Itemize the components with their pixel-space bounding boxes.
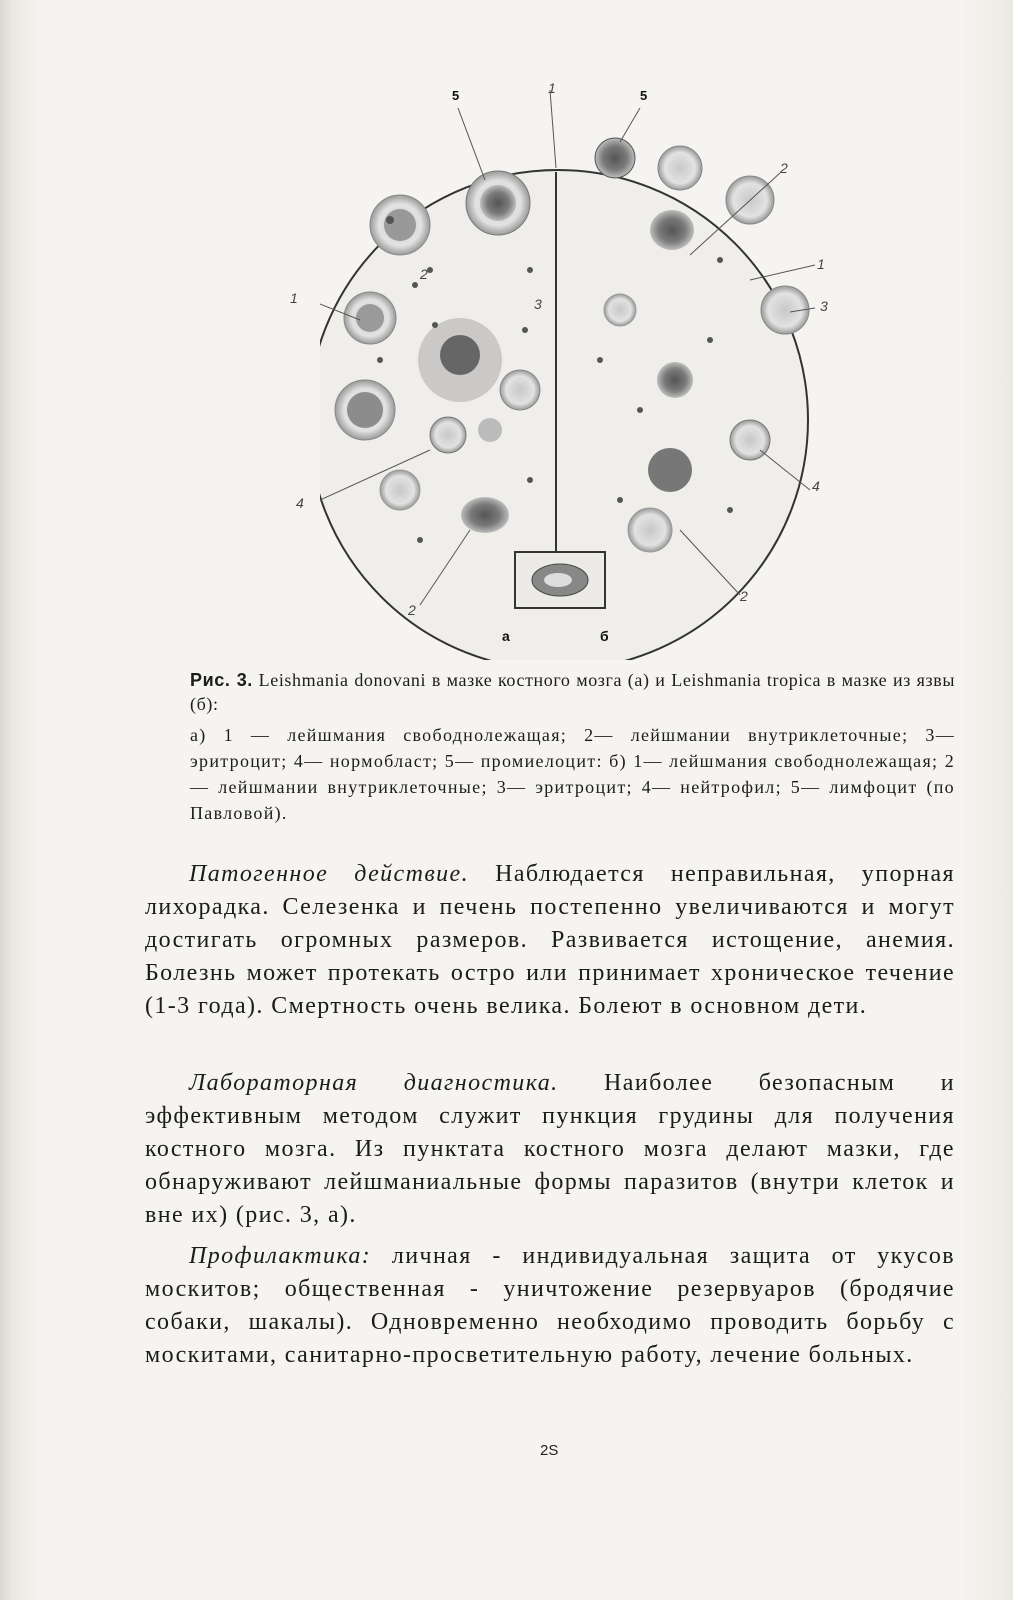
figure-callout-left-1: 1 [290,290,298,306]
figure-label-5-right: 5 [640,88,648,103]
figure-callout-top: 1 [548,80,556,96]
microscope-figure [290,80,840,660]
paragraph-heading: Лабораторная диагностика. [189,1070,559,1096]
paragraph-pathogenesis [145,858,955,1023]
figure-callout-right-3: 3 [820,298,828,314]
figure-caption-title [190,668,955,716]
figure-callout-left-4: 4 [296,495,304,511]
figure-callout-left-2: 2 [420,266,428,282]
figure-sublabel-b: б [600,628,609,644]
figure-callout-right-2b: 2 [740,588,748,604]
paragraph-text: Наиболее безопасным и эффективным методом служит пункция грудины для получения костного мозга. Из пунктата костного мозга делают мазки, где обнаруживают лейшманиальные формы паразитов (внутри клеток и вне их) (рис. 3, а). [145,1070,955,1228]
figure-sublabel-a: а [502,628,510,644]
paragraph-prophylaxis [145,1240,955,1372]
paragraph-text: личная - индивидуальная защита от укусов москитов; общественная - уничтожение резервуаров (бродячие собаки, шакалы). Одновременно необходимо проводить борьбу с москитами, санитарно-просветительную работу, лечение больных. [145,1243,955,1368]
figure-callout-left-3: 3 [534,296,542,312]
page-number: 2S [540,1442,559,1459]
caption-lead: Рис. 3. [190,670,253,690]
figure-callout-right-4: 4 [812,478,820,494]
figure-callout-right-2: 2 [780,160,788,176]
caption-title-text: Leishmania donovani в мазке костного мозга (а) и Leishmania tropica в мазке из язвы (б): [190,670,956,714]
paragraph-heading: Профилактика: [189,1243,372,1269]
smear-illustration [320,80,840,660]
figure-callout-right-1: 1 [817,256,825,272]
figure-caption-legend: а) 1 — лейшмания свободнолежащая; 2— лейшмании внутриклеточные; 3— эритроцит; 4— нормобласт; 5— промиелоцит: б) 1— лейшмания свободнолежащая; 2— лейшмании внутриклеточные; 3— эритроцит; 4— нейтрофил; 5— лимфоцит (по Павловой). [190,725,955,823]
paragraph-heading: Патогенное действие. [189,861,469,887]
paragraph-text: Наблюдается неправильная, упорная лихорадка. Селезенка и печень постепенно увеличиваются и могут достигать огромных размеров. Развивается истощение, анемия. Болезнь может протекать остро или принимает хроническое течение (1-3 года). Смертность очень велика. Болеют в основном дети. [145,861,955,1019]
figure-callout-left-2b: 2 [408,602,416,618]
paragraph-diagnostics [145,1067,955,1232]
figure-label-5-left: 5 [452,88,460,103]
